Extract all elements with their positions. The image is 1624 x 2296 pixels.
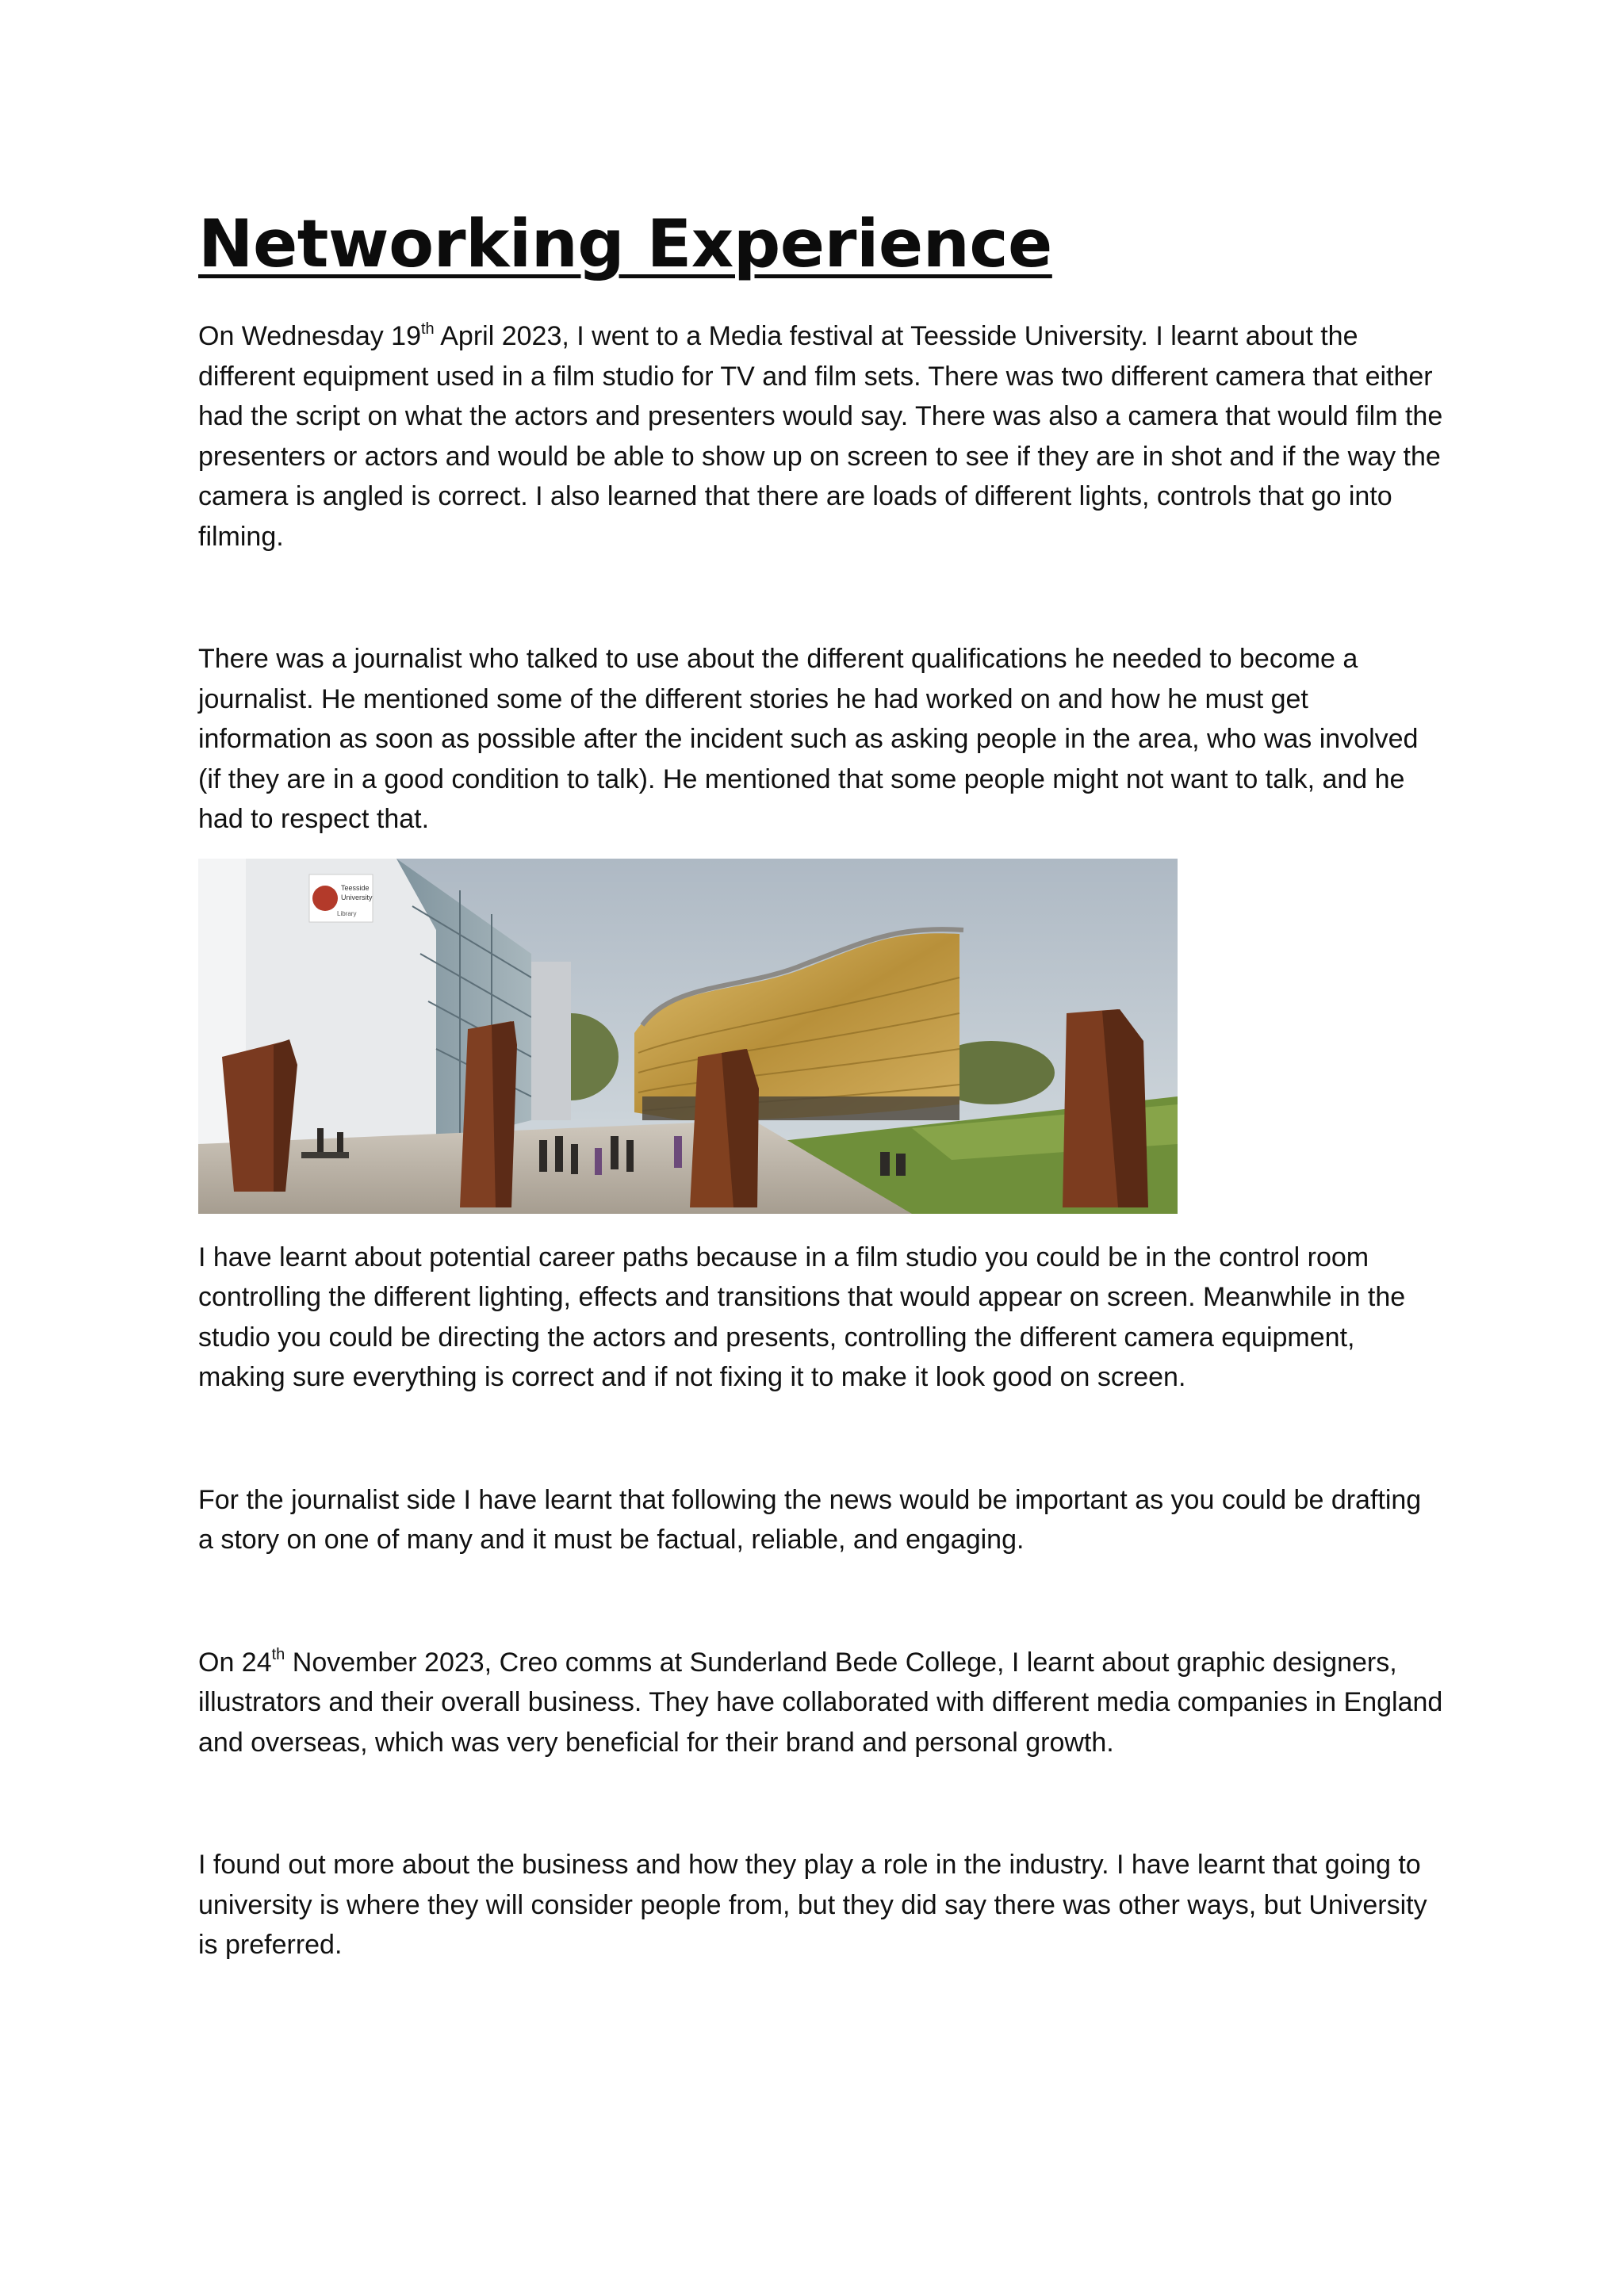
paragraph-career-paths: I have learnt about potential career paths because in a film studio you could be in the control room controlling the different lighting, effects and transitions that would appear on screen. Meanwhile in the studio you could be directing the actors and presents, controlling the different camera equipment, making sure everything is correct and if not fixing it to make it look good on screen.: [198, 1242, 1406, 1392]
ordinal-suffix: th: [421, 320, 435, 338]
paragraph-business-role: I found out more about the business and how they play a role in the industry. I have learnt that going to university is where they will consider people from, but they did say there was other ways, but University is preferred.: [198, 1850, 1427, 1960]
page-title: Networking Experience: [198, 205, 1052, 282]
paragraph-creo-comms: [198, 1643, 1443, 1763]
document-body: [198, 202, 1443, 1965]
sign-text: Teesside: [341, 883, 370, 892]
paragraph-text: April 2023, I went to a Media festival at Teesside University. I learnt about the different equipment used in a film studio for TV and film sets. There was two different camera that either had the script on what the actors and presenters would say. There was also a camera that would film the presenters or actors and would be able to show up on screen to see if they are in shot and if the way the camera is angled is correct. I also learned that there are loads of different lights, controls that go into filming.: [198, 321, 1443, 552]
teesside-university-photo: [198, 859, 1178, 1214]
paragraph-journalist: There was a journalist who talked to use about the different qualifications he needed to become a journalist. He mentioned some of the different stories he had worked on and how he must get information as soon as possible after the incident such as asking people in the area, who was involved (if they are in a good condition to talk). He mentioned that some people might not want to talk, and he had to respect that.: [198, 644, 1419, 834]
sign-text: University: [341, 893, 373, 901]
sign-text: Library: [337, 909, 357, 917]
paragraph-text: November 2023, Creo comms at Sunderland Bede College, I learnt about graphic designers, illustrators and their overall business. They have collaborated with different media companies in England and overseas, which was very beneficial for their brand and personal growth.: [198, 1647, 1443, 1758]
paragraph-media-festival: [198, 316, 1443, 557]
ordinal-suffix: th: [271, 1646, 285, 1664]
paragraph-text: On 24: [198, 1647, 272, 1678]
paragraph-text: On Wednesday 19: [198, 321, 421, 351]
paragraph-journalist-side: For the journalist side I have learnt that following the news would be important as you could be drafting a story on one of many and it must be factual, reliable, and engaging.: [198, 1484, 1422, 1555]
